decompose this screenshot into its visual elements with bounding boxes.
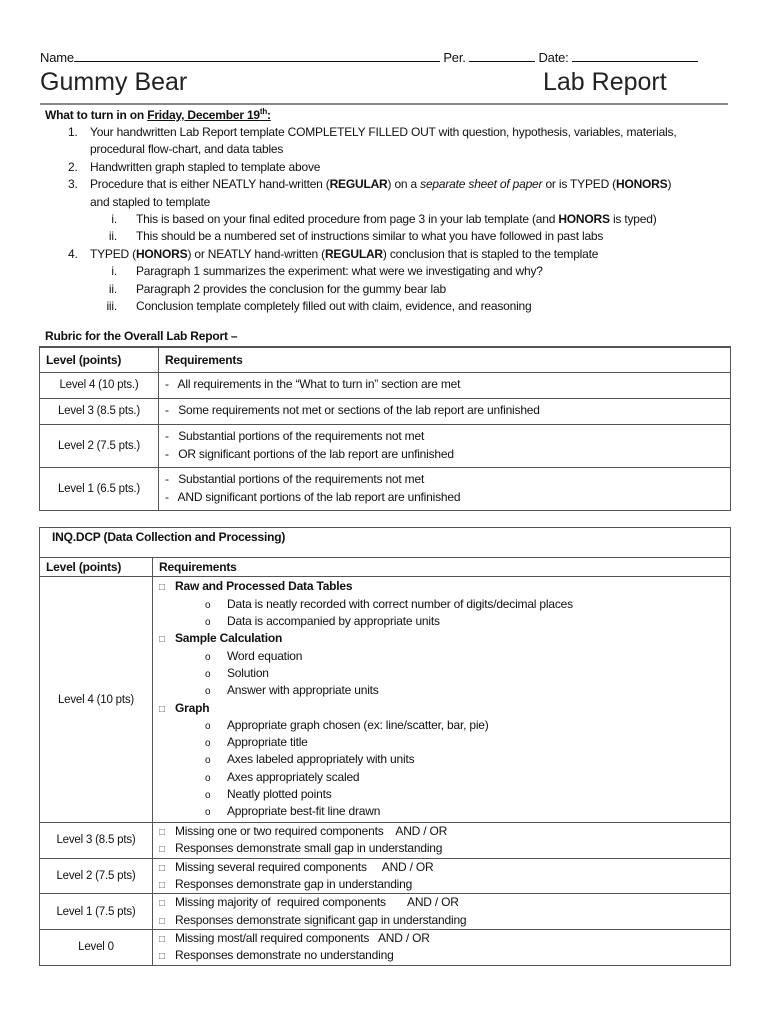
bullet-icon: o [205,668,211,680]
table-row [40,577,731,823]
text: What to turn in on [45,108,148,122]
checkbox-icon[interactable]: □ [159,879,165,891]
name-line [40,49,698,65]
text: Level 2 (7.5 pts) [40,858,153,894]
text: TYPED ( [90,246,136,261]
checkbox-icon[interactable]: □ [159,582,165,594]
checkbox-icon[interactable]: □ [159,703,165,715]
text: and stapled to template [90,194,211,209]
text: Requirements [159,347,731,372]
text: or is TYPED ( [542,177,616,192]
checkbox-icon[interactable]: □ [159,934,165,946]
table-row: Level 2 (7.5 pts.) - Substantial portions of the requirements not met - OR significant portions of the lab report are unfinished [40,424,731,467]
text: Substantial portions of the requirements not met [178,472,425,487]
dcp-table [39,527,731,966]
checkbox-icon[interactable]: □ [159,898,165,910]
text: separate sheet of paper [420,177,543,192]
text: 1. [68,125,78,139]
text: ii. [108,229,117,244]
text: Level 0 [40,930,153,966]
text: Appropriate graph chosen (ex: line/scatter, bar, pie) [227,717,489,732]
text: Missing one or two required components AND / OR [175,824,448,838]
table-row: Level 4 (10 pts.) - All requirements in the “What to turn in” section are met [40,372,731,398]
text: HONORS [615,177,668,192]
text: Level 2 (7.5 pts.) [40,424,159,467]
text: Responses demonstrate no understanding [175,948,394,963]
text: ) conclusion that is stapled to the template [382,246,599,261]
text: ) or NEATLY hand-written ( [187,246,325,261]
table-row [40,858,731,894]
text: Data is neatly recorded with correct number of digits/decimal places [227,596,573,611]
dcp-title-row [40,528,731,558]
text: Requirements [153,558,731,577]
text: Level 4 (10 pts) [40,577,153,823]
period-field[interactable] [469,49,535,62]
bullet-icon: o [205,772,211,784]
text: Level 4 (10 pts.) [40,372,159,398]
text: Handwritten graph stapled to template above [90,159,321,174]
per-label: Per. [443,50,466,65]
table-header [40,347,731,372]
text: All requirements in the “What to turn in” section are met [177,377,461,392]
bullet-icon: o [205,789,211,801]
title-left: Gummy Bear [40,68,188,96]
bullet-icon: o [205,651,211,663]
name-field[interactable] [74,49,440,62]
text: Paragraph 1 summarizes the experiment: what were we investigating and why? [136,264,543,279]
rubric-title: Rubric for the Overall Lab Report – [45,329,238,343]
text: Responses demonstrate significant gap in understanding [175,912,467,927]
text: Missing most/all required components AND / OR [175,931,430,946]
text: Paragraph 2 provides the conclusion for the gummy bear lab [136,281,446,296]
divider [40,103,728,105]
bullet-icon: o [205,599,211,611]
table-row [40,823,731,859]
text: procedural flow-chart, and data tables [90,142,284,157]
text: AND significant portions of the lab report are unfinished [177,489,461,504]
text: 2. [68,159,78,174]
text: Data is accompanied by appropriate units [227,614,440,629]
text: Your handwritten Lab Report template COMPLETELY FILLED OUT with question, hypothesis, variables, materials, [90,125,677,139]
table-row: Level 3 (8.5 pts.) - Some requirements not met or sections of the lab report are unfinished [40,398,731,424]
text: HONORS [558,211,610,226]
text: Level (points) [40,558,153,577]
name-label: Name [40,50,74,65]
bullet-icon: o [205,720,211,732]
text: Answer with appropriate units [227,683,379,698]
text: This should be a numbered set of instructions similar to what you have followed in past labs [136,229,604,244]
text: Axes labeled appropriately with units [227,752,415,767]
text: i. [111,264,117,279]
text: 3. [68,177,78,192]
text: Level 1 (7.5 pts) [40,894,153,930]
text: Missing several required components AND / OR [175,859,434,874]
text: 4. [68,246,78,261]
text: i. [111,211,117,226]
text: Missing majority of required components AND / OR [175,895,459,910]
text: iii. [106,298,117,313]
text: Friday, December 19 [147,108,260,122]
text: ) on a [387,177,421,192]
text: Appropriate best-fit line drawn [227,804,381,819]
text: ii. [108,281,117,296]
table-header [40,558,731,577]
turn-in-heading [45,107,271,122]
text: OR significant portions of the lab report are unfinished [178,446,454,461]
text: This is based on your final edited procedure from page 3 in your lab template (and [136,211,559,226]
bullet-icon: o [205,738,211,750]
text: Level 3 (8.5 pts.) [40,398,159,424]
table-row: Level 1 (6.5 pts.) - Substantial portions of the requirements not met - AND significant portions of the lab report are unfinished [40,467,731,510]
text: Word equation [227,648,303,663]
text: REGULAR [324,246,383,261]
checkbox-icon[interactable]: □ [159,827,165,838]
bullet-icon: o [205,686,211,698]
checkbox-icon[interactable]: □ [159,634,165,646]
text: Raw and Processed Data Tables [175,579,353,594]
rubric-table [39,346,731,511]
bullet-icon: o [205,807,211,819]
date-label: Date: [538,50,569,65]
text: Some requirements not met or sections of the lab report are unfinished [178,403,540,418]
text: is typed) [609,211,657,226]
text: Solution [227,665,269,680]
checkbox-icon[interactable]: □ [159,915,165,927]
text: ) [667,177,672,192]
date-field[interactable] [572,49,698,62]
text: th [259,107,268,116]
text: Procedure that is either NEATLY hand-written ( [90,177,330,192]
checkbox-icon[interactable]: □ [159,951,165,963]
text: Responses demonstrate gap in understanding [175,876,413,891]
text: Level (points) [40,347,159,372]
text: Neatly plotted points [227,786,332,801]
title-right: Lab Report [543,68,667,96]
text: Level 3 (8.5 pts) [40,823,153,859]
text: HONORS [135,246,188,261]
text: INQ.DCP (Data Collection and Processing) [40,528,731,558]
table-row [40,930,731,966]
text: Conclusion template completely filled out with claim, evidence, and reasoning [136,298,532,313]
text: Responses demonstrate small gap in understanding [175,841,443,856]
text: REGULAR [329,177,388,192]
bullet-icon: o [205,755,211,767]
checkbox-icon[interactable]: □ [159,844,165,856]
text: : [267,108,271,122]
table-row [40,894,731,930]
text: Graph [175,700,210,715]
text: Level 1 (6.5 pts.) [40,467,159,510]
text: Substantial portions of the requirements not met [178,429,425,444]
text: Sample Calculation [175,631,283,646]
text: Axes appropriately scaled [227,769,360,784]
text: Appropriate title [227,735,308,750]
bullet-icon: o [205,617,211,629]
checkbox-icon[interactable]: □ [159,862,165,874]
